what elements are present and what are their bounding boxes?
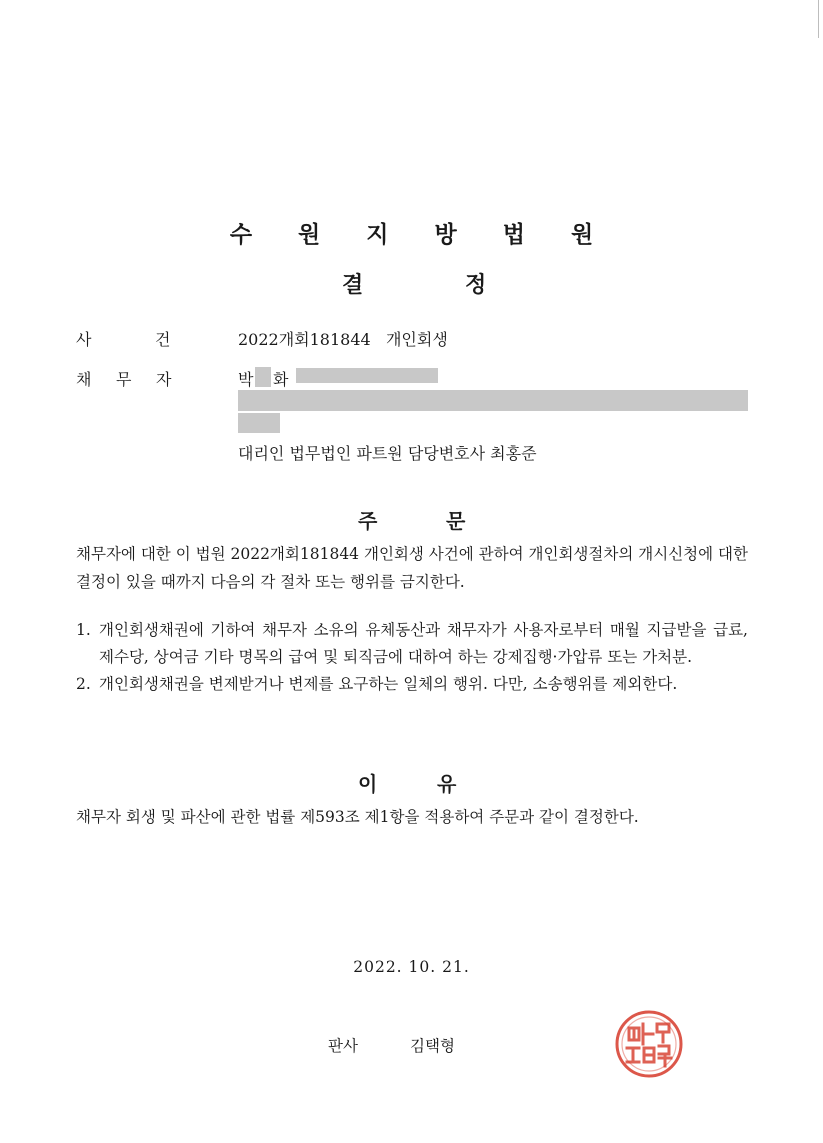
list-item <box>76 617 748 671</box>
order-heading-char-left: 주 <box>358 509 378 533</box>
list-item-text: 개인회생채권에 기하여 채무자 소유의 유체동산과 채무자가 사용자로부터 매월 지급받을 급료, 제수당, 상여금 기타 명목의 급여 및 퇴직금에 대하여 하는 강제집행·가압류 또는 가처분. <box>99 621 748 666</box>
order-items <box>76 617 748 698</box>
reason-heading-char-left: 이 <box>358 772 378 796</box>
debtor-label-char-3: 자 <box>156 370 172 389</box>
list-item-number: 2. <box>76 675 91 693</box>
reason-text: 채무자 회생 및 파산에 관한 법률 제593조 제1항을 적용하여 주문과 같이 결정한다. <box>76 808 639 826</box>
debtor-label-char-2: 무 <box>116 370 132 389</box>
judge-name: 김택형 <box>410 1037 455 1055</box>
court-name: 수 원 지 방 법 원 <box>229 222 613 248</box>
decision-date: 2022. 10. 21. <box>353 958 470 976</box>
debtor-label-char-1: 채 <box>76 370 92 389</box>
case-label-char-1: 사 <box>76 330 92 349</box>
redaction-address-line-1 <box>238 390 748 411</box>
list-item-text: 개인회생채권을 변제받거나 변제를 요구하는 일체의 행위. 다만, 소송행위를 제외한다. <box>99 675 678 693</box>
redaction-address-line-2 <box>238 413 280 433</box>
debtor-name-first: 박 <box>238 370 254 389</box>
debtor-name-last: 화 <box>273 370 289 389</box>
list-item-number: 1. <box>76 621 91 639</box>
title-char-left: 결 <box>342 273 364 298</box>
judge-role: 판사 <box>328 1037 358 1055</box>
title-char-right: 정 <box>465 273 487 298</box>
page-edge <box>818 0 819 38</box>
case-number: 2022개회181844 개인회생 <box>238 330 448 349</box>
judge-seal-icon <box>613 1008 685 1080</box>
agent-info: 대리인 법무법인 파트원 담당변호사 최홍준 <box>238 444 537 463</box>
list-item <box>76 671 748 698</box>
redaction-name-middle <box>255 367 271 387</box>
redaction-resident-number <box>296 368 438 383</box>
case-label-char-2: 건 <box>155 330 171 349</box>
reason-heading-char-right: 유 <box>437 772 457 796</box>
order-heading-char-right: 문 <box>446 509 466 533</box>
order-text: 채무자에 대한 이 법원 2022개회181844 개인회생 사건에 관하여 개인회생절차의 개시신청에 대한 결정이 있을 때까지 다음의 각 절차 또는 행위를 금지한다. <box>76 545 748 591</box>
